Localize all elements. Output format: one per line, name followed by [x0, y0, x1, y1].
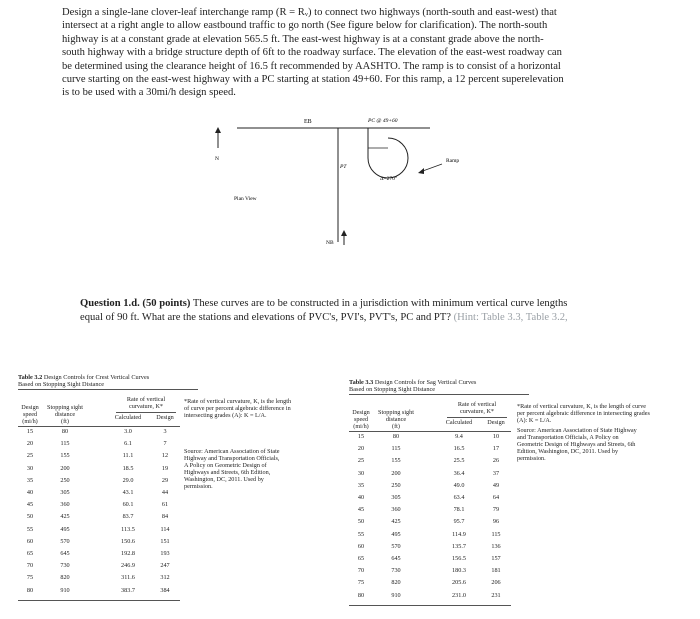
cell-ssd: 80 — [392, 433, 400, 440]
problem-line: south highway with a bridge structure depth of 6ft to the roadway surface. The elevation of the east-west roadway can — [62, 47, 562, 59]
cell-design: 84 — [161, 513, 169, 521]
cell-speed: 30 — [26, 464, 34, 472]
cell-speed: 50 — [357, 518, 365, 526]
table-title-2: Based on Stopping Sight Distance — [18, 381, 105, 388]
eb-label: EB — [304, 119, 312, 125]
cell-design: 10 — [492, 433, 500, 440]
cell-calculated: 16.5 — [453, 445, 465, 453]
cell-calculated: 49.0 — [453, 481, 465, 489]
table-title-1: Design Controls for Crest Vertical Curves — [43, 374, 150, 381]
cell-ssd: 250 — [60, 476, 70, 484]
cell-ssd: 80 — [61, 428, 69, 435]
cell-design: 115 — [491, 530, 501, 538]
problem-line: is to be used with a 30mi/h design speed. — [62, 87, 236, 99]
table-note: *Rate of vertical curvature, K, is the length of curve per percent algebraic difference in intersecting grades (A): K = L/A. — [517, 403, 650, 424]
table-title-2: Based on Stopping Sight Distance — [349, 386, 436, 393]
cell-calculated: 36.4 — [453, 469, 465, 477]
cell-design: 64 — [492, 494, 500, 501]
cell-calculated: 150.6 — [121, 537, 135, 545]
cell-calculated: 11.1 — [122, 452, 134, 460]
cell-calculated: 78.1 — [453, 506, 465, 514]
problem-line: intersect at a right angle to allow eastbound traffic to go north (See figure below for clarification). The north-south — [62, 20, 548, 32]
cell-design: 157 — [491, 555, 501, 562]
cell-design: 12 — [161, 452, 169, 460]
cell-calculated: 83.7 — [122, 513, 134, 521]
cell-ssd: 115 — [60, 440, 70, 448]
table-label: Table 3.2 — [18, 374, 43, 381]
cell-ssd: 910 — [60, 586, 70, 594]
table-bottom-rule — [349, 605, 511, 606]
cell-design: 312 — [160, 574, 170, 582]
col-head-design: Design — [156, 414, 174, 421]
cell-ssd: 250 — [391, 481, 401, 489]
rate-rule — [447, 417, 507, 418]
col-head-design: Design — [487, 419, 505, 426]
cell-ssd: 910 — [391, 591, 401, 599]
question-text: These curves are to be constructed in a jurisdiction with minimum vertical curve lengths — [192, 298, 568, 309]
cell-speed: 60 — [357, 542, 365, 550]
cell-ssd: 115 — [391, 445, 401, 453]
cell-speed: 70 — [26, 562, 34, 570]
cell-ssd: 425 — [391, 518, 401, 526]
cell-ssd: 200 — [391, 469, 401, 477]
question-hint: (Hint: Table 3.3, Table 3.2, — [453, 311, 568, 323]
cell-calculated: 311.6 — [121, 574, 135, 582]
cell-speed: 70 — [357, 567, 365, 575]
question-text-2: equal of 90 ft. What are the stations and elevations of PVC's, PVI's, PVT's, PC and PT? — [80, 311, 451, 323]
col-head-calculated: Calculated — [445, 419, 473, 426]
cell-ssd: 155 — [60, 452, 70, 460]
cell-speed: 50 — [26, 513, 34, 521]
table-source: Source: American Association of State Highway and Transportation Officials, A Policy on Geometric Design of Highways and Streets, 6th Edition, Washington, DC, 2011. Used by permission. — [517, 427, 637, 462]
cell-calculated: 25.5 — [453, 457, 465, 465]
cell-speed: 80 — [357, 591, 365, 599]
table-label: Table 3.3 — [349, 379, 374, 386]
north-arrowhead-icon — [215, 127, 221, 133]
cell-ssd: 495 — [60, 525, 70, 533]
cell-calculated: 60.1 — [122, 501, 134, 509]
cell-speed: 75 — [357, 579, 365, 587]
cell-design: 79 — [492, 506, 500, 514]
problem-line: highway is at a constant grade at elevation 565.5 ft. The east-west highway is at a constant grade above the north- — [62, 33, 544, 45]
cell-design: 247 — [160, 562, 170, 570]
cell-speed: 30 — [357, 469, 365, 477]
cell-speed: 40 — [26, 489, 34, 496]
cell-ssd: 155 — [391, 457, 401, 465]
cell-speed: 40 — [357, 494, 365, 501]
cell-design: 17 — [492, 445, 500, 453]
col-head-rate: Rate of vertical curvature, K* — [457, 401, 497, 416]
question-line-2 — [80, 311, 680, 325]
cell-calculated: 114.9 — [452, 530, 466, 538]
col-head-rate: Rate of vertical curvature, K* — [126, 396, 166, 411]
question-label: Question 1.d. — [80, 298, 140, 309]
cell-speed: 60 — [26, 537, 34, 545]
cell-calculated: 231.0 — [452, 591, 466, 599]
cell-ssd: 730 — [60, 562, 70, 570]
cell-design: 26 — [492, 457, 500, 465]
cell-calculated: 43.1 — [122, 489, 134, 496]
cell-speed: 80 — [26, 586, 34, 594]
col-head-speed: Design speed (mi/h) — [21, 404, 39, 426]
cell-ssd: 495 — [391, 530, 401, 538]
cell-calculated: 29.0 — [122, 476, 134, 484]
plan-view-diagram — [180, 112, 480, 252]
cell-speed: 15 — [26, 428, 34, 435]
cell-design: 7 — [163, 440, 167, 448]
ramp-label: Ramp — [446, 158, 460, 164]
cell-design: 136 — [491, 542, 501, 550]
cell-ssd: 570 — [391, 542, 401, 550]
cell-speed: 45 — [26, 501, 34, 509]
cell-speed: 75 — [26, 574, 34, 582]
cell-speed: 35 — [26, 476, 34, 484]
nb-arrowhead-icon — [341, 230, 347, 236]
table-bottom-rule — [18, 600, 180, 601]
cell-speed: 65 — [26, 550, 34, 557]
nb-label: NB — [326, 240, 334, 246]
problem-line: curve starting on the east-west highway with a PC starting at station 49+60. For this ramp, a 12 percent superelevation — [62, 74, 564, 86]
ramp-curve — [368, 128, 408, 178]
cell-calculated: 95.7 — [453, 518, 465, 526]
cell-speed: 55 — [26, 525, 34, 533]
cell-design: 49 — [492, 481, 500, 489]
cell-calculated: 156.5 — [452, 555, 466, 562]
table-head-rule — [349, 431, 511, 432]
table-title-1: Design Controls for Sag Vertical Curves — [374, 379, 477, 386]
cell-calculated: 6.1 — [124, 440, 132, 448]
problem-line: be determined using the clearance height of 16.5 ft recommended by AASHTO. The ramp is to consist of a horizontal — [62, 60, 561, 72]
question-line-1 — [80, 297, 680, 311]
cell-ssd: 570 — [60, 537, 70, 545]
cell-ssd: 645 — [391, 555, 401, 562]
cell-calculated: 9.4 — [455, 433, 463, 440]
table-head-rule — [18, 426, 180, 427]
cell-ssd: 200 — [60, 464, 70, 472]
cell-design: 151 — [160, 537, 170, 545]
col-head-speed: Design speed (mi/h) — [352, 409, 370, 431]
table-source: Source: American Association of State Highway and Transportation Officials, A Policy on Geometric Design of Highways and Streets, 6th Edition, Washington, DC, 2011. Used by permission. — [184, 448, 280, 490]
cell-speed: 20 — [26, 440, 34, 448]
table-rule — [18, 389, 198, 390]
cell-speed: 55 — [357, 530, 365, 538]
cell-design: 181 — [491, 567, 501, 575]
cell-design: 3 — [163, 428, 167, 435]
cell-calculated: 135.7 — [452, 542, 466, 550]
cell-ssd: 425 — [60, 513, 70, 521]
cell-speed: 15 — [357, 433, 365, 440]
plan-view-label: Plan View — [234, 196, 257, 202]
table-3-2 — [18, 374, 338, 614]
cell-ssd: 305 — [391, 494, 401, 501]
cell-speed: 20 — [357, 445, 365, 453]
cell-ssd: 730 — [391, 567, 401, 575]
table-3-3 — [349, 379, 699, 615]
table-note: *Rate of vertical curvature, K, is the length of curve per percent algebraic difference in intersecting grades (A): K = L/A. — [184, 398, 292, 419]
cell-ssd: 645 — [60, 550, 70, 557]
pc-label: PC @ 49+60 — [368, 118, 398, 124]
cell-calculated: 205.6 — [452, 579, 466, 587]
col-head-calculated: Calculated — [114, 414, 142, 421]
north-label: N — [215, 156, 219, 162]
cell-ssd: 360 — [391, 506, 401, 514]
cell-calculated: 246.9 — [121, 562, 135, 570]
cell-design: 19 — [161, 464, 169, 472]
cell-calculated: 383.7 — [121, 586, 135, 594]
cell-design: 206 — [491, 579, 501, 587]
question-points: (50 points) — [142, 298, 191, 309]
cell-design: 193 — [160, 550, 170, 557]
table-rule — [349, 394, 529, 395]
cell-design: 384 — [160, 586, 170, 594]
question-block — [80, 297, 680, 324]
cell-calculated: 192.8 — [121, 550, 135, 557]
cell-calculated: 63.4 — [453, 494, 465, 501]
cell-speed: 35 — [357, 481, 365, 489]
cell-calculated: 18.5 — [122, 464, 134, 472]
cell-ssd: 820 — [60, 574, 70, 582]
cell-design: 29 — [161, 476, 169, 484]
cell-calculated: 3.0 — [124, 428, 132, 435]
cell-ssd: 360 — [60, 501, 70, 509]
cell-design: 114 — [160, 525, 170, 533]
col-head-ssd: Stopping sight distance (ft) — [47, 404, 83, 426]
cell-speed: 45 — [357, 506, 365, 514]
cell-speed: 25 — [357, 457, 365, 465]
cell-design: 44 — [161, 489, 169, 496]
cell-design: 231 — [491, 591, 501, 599]
cell-design: 61 — [161, 501, 169, 509]
cell-calculated: 180.3 — [452, 567, 466, 575]
cell-speed: 25 — [26, 452, 34, 460]
cell-ssd: 820 — [391, 579, 401, 587]
ramp-arrowhead — [418, 168, 424, 174]
problem-line: Design a single-lane clover-leaf interchange ramp (R = Rᵥ) to connect two highways (north-south and east-west) that — [62, 7, 557, 18]
problem-statement — [62, 6, 646, 100]
cell-design: 37 — [492, 469, 500, 477]
rate-rule — [116, 412, 176, 413]
cell-design: 96 — [492, 518, 500, 526]
delta-label: Δ=270° — [380, 176, 398, 182]
col-head-ssd: Stopping sight distance (ft) — [378, 409, 414, 431]
cell-speed: 65 — [357, 555, 365, 562]
cell-calculated: 113.5 — [121, 525, 135, 533]
cell-ssd: 305 — [60, 489, 70, 496]
pt-label: PT — [340, 164, 347, 170]
